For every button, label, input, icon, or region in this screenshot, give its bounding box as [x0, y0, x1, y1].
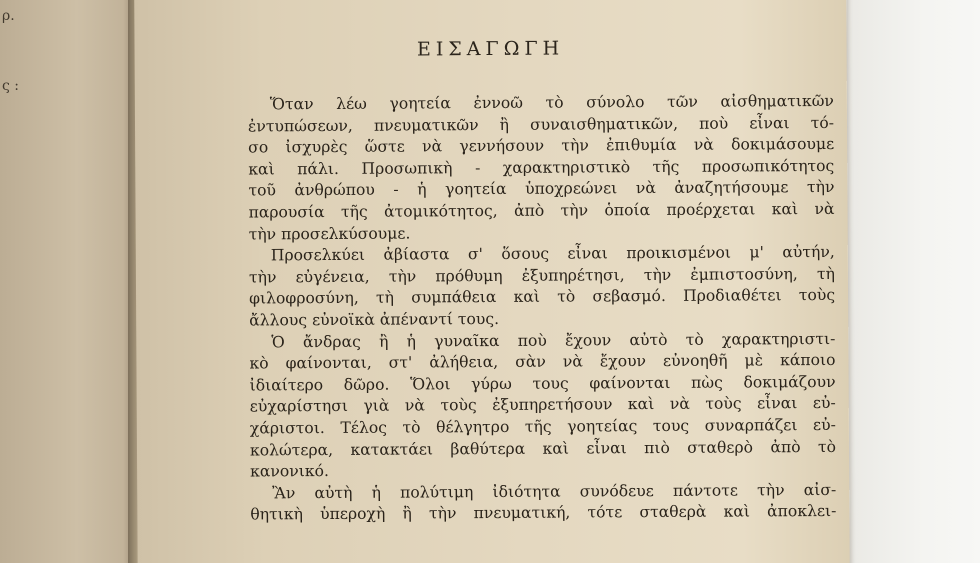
text-line: τὴν προσελκύσουμε. [248, 224, 411, 244]
text-line: Προσελκύει ἀβίαστα σ' ὅσους εἶναι προικισμένοι μ' αὐτήν, [270, 243, 835, 265]
left-page-fragment: ς : [2, 78, 20, 94]
text-line: Ὁ ἄνδρας ἢ ἡ γυναῖκα ποὺ ἔχουν αὐτὸ τὸ χαρακτηριστι- [271, 329, 836, 351]
text-line: Ἂν αὐτὴ ἡ πολύτιμη ἰδιότητα συνόδευε πάντοτε τὴν αἰσ- [272, 480, 837, 503]
left-page [0, 0, 140, 563]
text-line: κολώτερα, κατακτάει βαθύτερα καὶ εἶναι πιὸ σταθερὸ ἀπὸ τὸ [249, 437, 837, 459]
text-line: εὐχαρίστησι γιὰ νὰ τοὺς ἐξυπηρετήσουν καὶ νὰ τοὺς εἶναι εὐ- [249, 394, 836, 416]
text-line: σο ἰσχυρὲς ὥστε νὰ γεννήσουν τὴν ἐπιθυμία νὰ δοκιμάσουμε [248, 135, 835, 157]
text-line: τὴν εὐγένεια, τὴν πρόθυμη ἐξυπηρέτησι, τὴν ἐμπιστοσύνη, τὴ [248, 264, 835, 287]
text-line: ἐντυπώσεων, πνευματικῶν ἢ συναισθηματικῶν, ποὺ εἶναι τό- [247, 113, 835, 136]
text-line: ἰδιαίτερο δῶρο. Ὅλοι γύρω τους φαίνονται πὼς δοκιμάζουν [249, 372, 836, 395]
text-line: φιλοφροσύνη, τὴ συμπάθεια καὶ τὸ σεβασμό. Προδιαθέτει τοὺς [249, 286, 836, 308]
chapter-title: ΕΙΣΑΓΩΓΗ [416, 37, 565, 61]
text-line: τοῦ ἀνθρώπου - ἡ γοητεία ὑποχρεώνει νὰ ἀναζητήσουμε τὴν [248, 178, 835, 200]
left-page-fragment: ρ. [2, 8, 15, 24]
text-line: παρουσία τῆς ἀτομικότητος, ἀπὸ τὴν ὁποία προέρχεται καὶ νὰ [248, 199, 835, 222]
right-page [134, 0, 850, 563]
background-wall [840, 0, 980, 563]
text-line: Ὅταν λέω γοητεία ἐννοῶ τὸ σύνολο τῶν αἰσθηματικῶν [269, 91, 834, 114]
text-line: θητικὴ ὑπεροχὴ ἢ τὴν πνευματική, τότε σταθερὰ καὶ ἀποκλει- [250, 502, 837, 524]
text-line: χάριστοι. Τέλος τὸ θέλγητρο τῆς γοητείας τους συναρπάζει εὐ- [249, 415, 836, 438]
text-line: ἄλλους εὐνοϊκὰ ἀπέναντί τους. [249, 309, 500, 330]
body-text [248, 91, 837, 526]
text-line: κὸ φαίνονται, στ' ἀλήθεια, σὰν νὰ ἔχουν εὐνοηθῆ μὲ κάποιο [249, 351, 836, 373]
text-line: καὶ πάλι. Προσωπικὴ - χαρακτηριστικὸ τῆς προσωπικότητος [248, 156, 835, 179]
text-line: κανονικό. [250, 462, 330, 481]
